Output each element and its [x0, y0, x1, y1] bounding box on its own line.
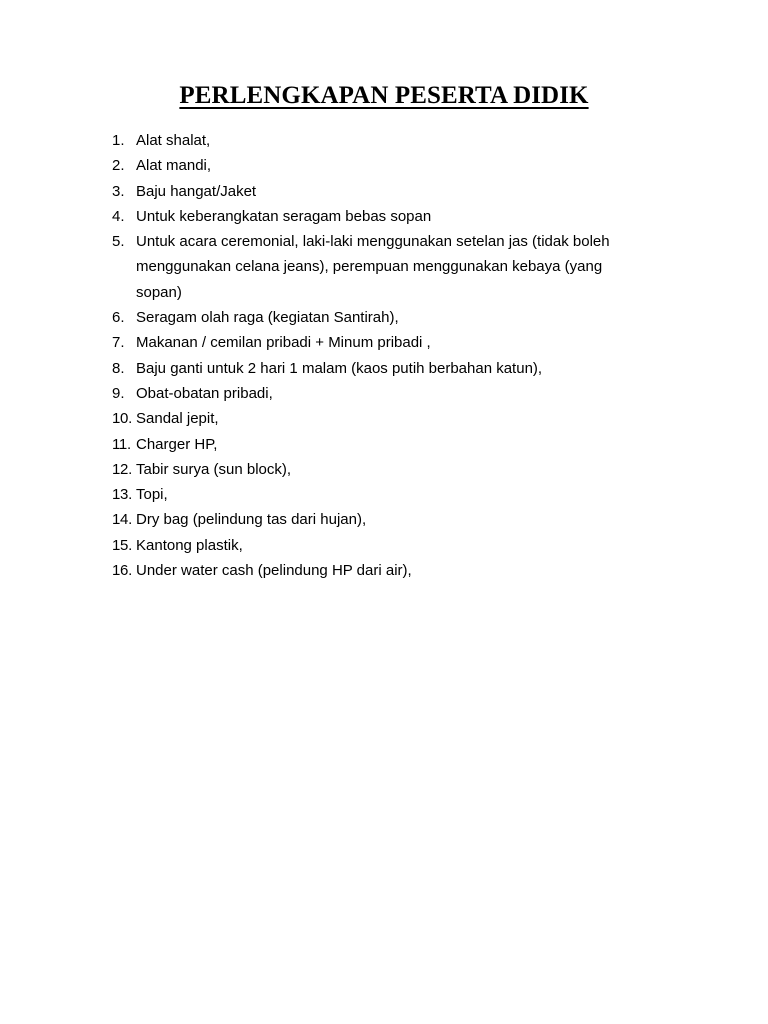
list-item [112, 204, 632, 229]
list-item-text: Charger HP, [136, 435, 218, 453]
list-item [112, 406, 632, 431]
list-item-number: 12. [112, 460, 132, 478]
list-item-number: 4. [112, 207, 125, 225]
list-item-text: Tabir surya (sun block), [136, 460, 292, 478]
list-item-text: Alat shalat, [136, 132, 211, 149]
document-title [0, 82, 768, 110]
list-item [112, 381, 632, 406]
list-item [112, 558, 632, 583]
list-item-number: 15. [112, 536, 132, 554]
list-item [112, 153, 632, 178]
list-item-text: Kantong plastik, [136, 536, 243, 554]
list-item-number: 10. [112, 410, 132, 428]
list-item-text: Alat mandi, [136, 157, 212, 175]
list-item-text: Seragam olah raga (kegiatan Santirah), [136, 309, 399, 327]
list-item [112, 356, 632, 381]
list-item-number: 7. [112, 334, 125, 352]
list-item-number: 14. [112, 511, 132, 529]
list-item-text: Under water cash (pelindung HP dari air), [136, 562, 412, 580]
list-item-number: 8. [112, 359, 125, 377]
document-title-text: PERLENGKAPAN PESERTA DIDIK [179, 82, 589, 109]
list-item-number: 13. [112, 486, 132, 504]
list-item [112, 482, 632, 507]
list-item-text: Obat-obatan pribadi, [136, 384, 273, 402]
list-item [112, 179, 632, 204]
list-item-text: Makanan / cemilan pribadi + Minum pribadi , [136, 334, 431, 352]
list-item-text: Topi, [136, 486, 168, 504]
list-item [112, 457, 632, 482]
list-item-text: Baju hangat/Jaket [136, 182, 257, 200]
list-item [112, 330, 632, 355]
list-item-number: 5. [112, 233, 125, 251]
list-item [112, 432, 632, 457]
list-item [112, 533, 632, 558]
list-item [112, 128, 632, 153]
list-item-number: 11. [112, 435, 131, 453]
list-item-text: Baju ganti untuk 2 hari 1 malam (kaos putih berbahan katun), [136, 359, 543, 377]
list-item-number: 2. [112, 157, 125, 175]
list-item-number: 6. [112, 309, 125, 327]
list-item-text: Untuk keberangkatan seragam bebas sopan [136, 207, 432, 225]
list-item-number: 16. [112, 562, 132, 580]
list-item [112, 507, 632, 532]
list-item [112, 229, 632, 305]
equipment-list [112, 128, 632, 583]
list-item [112, 305, 632, 330]
list-item-number: 9. [112, 384, 125, 402]
list-item-text: Untuk acara ceremonial, laki-laki menggunakan setelan jas (tidak boleh menggunakan celana jeans), perempuan menggunakan kebaya (yang sopan) [136, 233, 610, 301]
list-item-number: 1. [112, 132, 125, 149]
list-item-number: 3. [112, 182, 125, 200]
list-item-text: Dry bag (pelindung tas dari hujan), [136, 511, 367, 529]
list-item-text: Sandal jepit, [136, 410, 219, 428]
